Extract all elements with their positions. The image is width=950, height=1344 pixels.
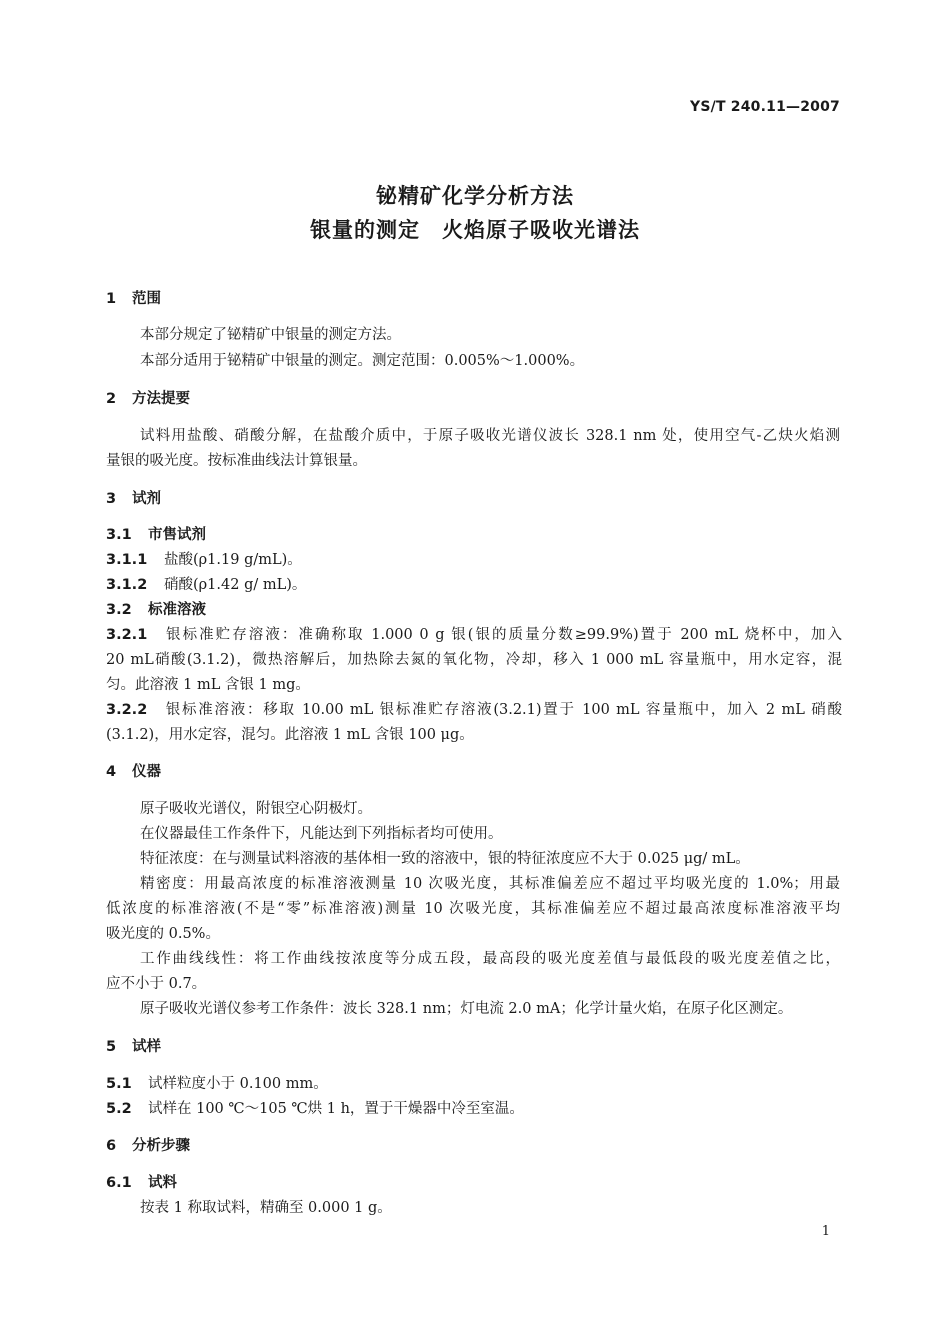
section-title: 试样 — [132, 1039, 161, 1055]
section-4-paragraph-4-line-1: 精密度：用最高浓度的标准溶液测量 10 次吸光度，其标准偏差应不超过平均吸光度的 1.0%；用最 — [140, 876, 840, 892]
section-3-2-heading — [106, 600, 842, 620]
section-2-paragraph-line-2: 量银的吸光度。按标准曲线法计算银量。 — [106, 453, 367, 469]
section-6-heading — [106, 1136, 842, 1156]
section-number: 3 — [106, 491, 117, 507]
section-5-heading — [106, 1037, 842, 1057]
section-4-paragraph-1: 原子吸收光谱仪，附银空心阴极灯。 — [140, 801, 372, 817]
section-3-2-1-line-1 — [106, 625, 842, 645]
section-3-1-1 — [106, 550, 842, 570]
section-number: 2 — [106, 391, 117, 407]
clause-text: 银标准溶液：移取 10.00 mL 银标准贮存溶液(3.2.1)置于 100 mL 容量瓶中，加入 2 mL 硝酸 — [164, 702, 842, 718]
section-3-2-2-line-2: (3.1.2)，用水定容，混匀。此溶液 1 mL 含银 100 μg。 — [106, 727, 474, 743]
section-1-heading — [106, 289, 842, 309]
section-3-1-2 — [106, 575, 842, 595]
section-3-2-1-line-2: 20 mL硝酸(3.1.2)，微热溶解后，加热除去氮的氧化物，冷却，移入 1 000 mL 容量瓶中，用水定容，混 — [106, 652, 842, 668]
clause-text: 盐酸(ρ1.19 g/mL)。 — [164, 552, 302, 568]
section-1-paragraph-2: 本部分适用于铋精矿中银量的测定。测定范围：0.005%～1.000%。 — [140, 353, 585, 369]
clause-number: 3.1.2 — [106, 577, 148, 593]
clause-text: 试样在 100 ℃～105 ℃烘 1 h，置于干燥器中冷至室温。 — [148, 1101, 524, 1117]
section-4-heading — [106, 762, 842, 782]
section-title: 分析步骤 — [132, 1138, 190, 1154]
section-number: 5 — [106, 1039, 117, 1055]
section-number: 6 — [106, 1138, 117, 1154]
section-3-2-2-line-1 — [106, 700, 842, 720]
section-4-paragraph-4-line-3: 吸光度的 0.5%。 — [106, 926, 220, 942]
section-5-1 — [106, 1074, 842, 1094]
section-number: 3.2 — [106, 602, 132, 618]
section-title: 标准溶液 — [148, 602, 206, 618]
clause-number: 5.1 — [106, 1076, 132, 1092]
section-3-2-1-line-3: 匀。此溶液 1 mL 含银 1 mg。 — [106, 677, 310, 693]
clause-text: 银标准贮存溶液：准确称取 1.000 0 g 银(银的质量分数≥99.9%)置于 200 mL 烧杯中，加入 — [164, 627, 842, 643]
section-number: 4 — [106, 764, 117, 780]
section-4-paragraph-4-line-2: 低浓度的标准溶液(不是“零”标准溶液)测量 10 次吸光度，其标准偏差应不超过最高浓度标准溶液平均 — [106, 901, 840, 917]
section-6-1-heading — [106, 1173, 842, 1193]
clause-number: 3.2.1 — [106, 627, 148, 643]
section-number: 1 — [106, 291, 117, 307]
section-number: 3.1 — [106, 527, 132, 543]
section-6-1-paragraph: 按表 1 称取试料，精确至 0.000 1 g。 — [140, 1200, 392, 1216]
section-title: 试剂 — [132, 491, 161, 507]
section-3-1-heading — [106, 525, 842, 545]
section-4-paragraph-3: 特征浓度：在与测量试料溶液的基体相一致的溶液中，银的特征浓度应不大于 0.025 μg/ mL。 — [140, 851, 750, 867]
section-title: 范围 — [132, 291, 161, 307]
page-number: 1 — [821, 1224, 830, 1239]
section-title: 市售试剂 — [148, 527, 206, 543]
section-2-heading — [106, 389, 842, 409]
section-4-paragraph-5-line-1: 工作曲线线性：将工作曲线按浓度等分成五段，最高段的吸光度差值与最低段的吸光度差值之比， — [140, 951, 840, 967]
clause-text: 试样粒度小于 0.100 mm。 — [148, 1076, 328, 1092]
section-title: 试料 — [148, 1175, 177, 1191]
section-4-paragraph-2: 在仪器最佳工作条件下，凡能达到下列指标者均可使用。 — [140, 826, 503, 842]
section-5-2 — [106, 1099, 842, 1119]
standard-code: YS/T 240.11—2007 — [690, 99, 840, 115]
section-1-paragraph-1: 本部分规定了铋精矿中银量的测定方法。 — [140, 327, 401, 343]
section-4-paragraph-5-line-2: 应不小于 0.7。 — [106, 976, 207, 992]
document-title-line1: 铋精矿化学分析方法 — [376, 184, 574, 208]
section-title: 方法提要 — [132, 391, 190, 407]
clause-number: 3.2.2 — [106, 702, 148, 718]
document-title-line2: 银量的测定 火焰原子吸收光谱法 — [310, 218, 640, 242]
section-3-heading — [106, 489, 842, 509]
clause-text: 硝酸(ρ1.42 g/ mL)。 — [164, 577, 307, 593]
clause-number: 5.2 — [106, 1101, 132, 1117]
section-4-paragraph-6: 原子吸收光谱仪参考工作条件：波长 328.1 nm；灯电流 2.0 mA；化学计量火焰，在原子化区测定。 — [140, 1001, 793, 1017]
clause-number: 3.1.1 — [106, 552, 148, 568]
section-2-paragraph-line-1: 试料用盐酸、硝酸分解，在盐酸介质中，于原子吸收光谱仪波长 328.1 nm 处，使用空气-乙炔火焰测 — [140, 428, 840, 444]
section-number: 6.1 — [106, 1175, 132, 1191]
section-title: 仪器 — [132, 764, 161, 780]
